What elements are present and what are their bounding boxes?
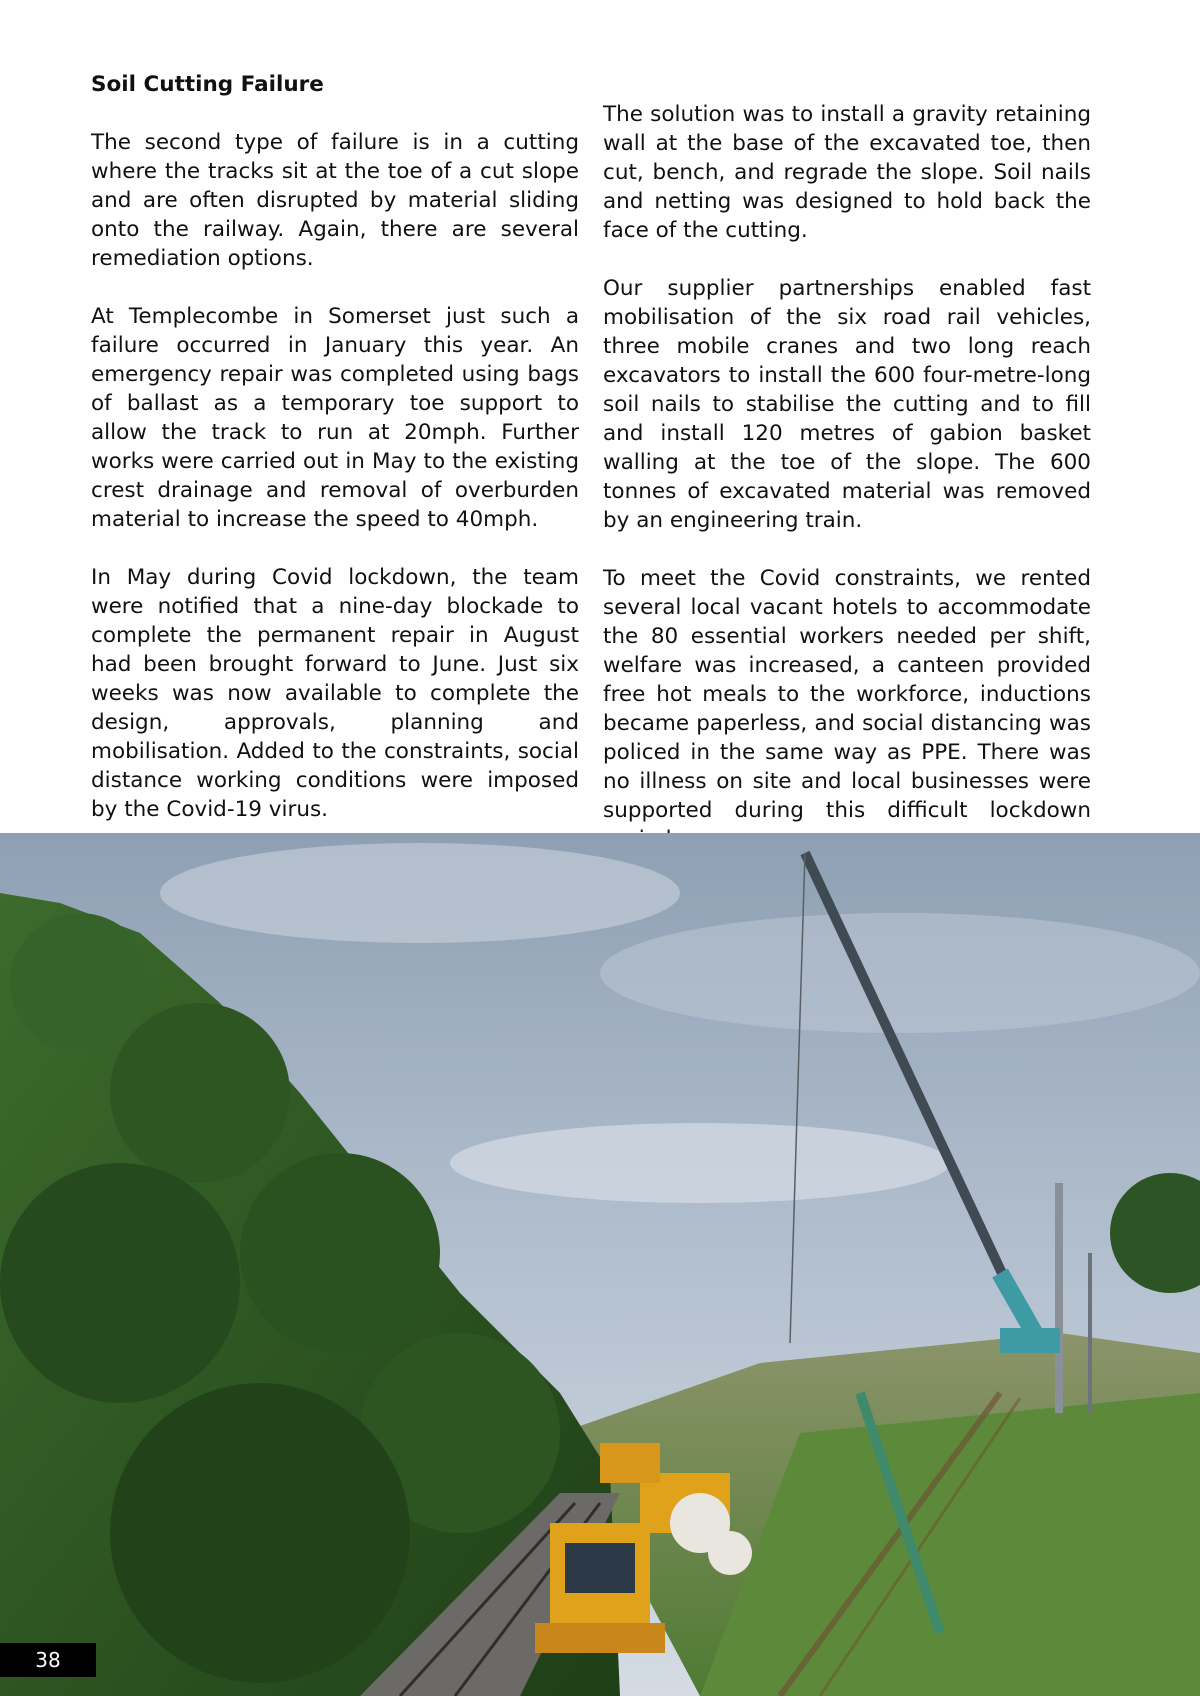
paragraph: In May during Covid lockdown, the team were notified that a nine-day blockade to complete the permanent repair in August had been brought forward to June. Just six weeks was now available to complete the design, approvals, planning and mobilisation. Added to the constraints, social distance working conditions were imposed by the Covid-19 virus. xyxy=(91,565,579,822)
section-heading: Soil Cutting Failure xyxy=(91,72,324,97)
paragraph: The second type of failure is in a cutting where the tracks sit at the toe of a cut slope and are often disrupted by material sliding onto the railway. Again, there are several remediation options. xyxy=(91,130,579,271)
paragraph: The solution was to install a gravity retaining wall at the base of the excavated toe, then cut, bench, and regrade the slope. Soil nails and netting was designed to hold back the face of the cutting. xyxy=(603,102,1091,243)
left-column xyxy=(91,70,579,853)
right-column xyxy=(603,100,1091,883)
paragraph: At Templecombe in Somerset just such a failure occurred in January this year. An emergency repair was completed using bags of ballast as a temporary toe support to allow the track to run at 20mph. Further works were carried out in May to the existing crest drainage and removal of overburden material to increase the speed to 40mph. xyxy=(91,304,579,532)
photo-illustration xyxy=(0,833,1200,1696)
railway-cutting-photo xyxy=(0,833,1200,1696)
page-number: 38 xyxy=(0,1643,96,1677)
paragraph: To meet the Covid constraints, we rented several local vacant hotels to accommodate the 80 essential workers needed per shift, welfare was increased, a canteen provided free hot meals to the workforce, inductions became paperless, and social distancing was policed in the same way as PPE. There was no illness on site and local businesses were supported during this difficult lockdown xyxy=(603,566,1091,823)
paragraph: Our supplier partnerships enabled fast mobilisation of the six road rail vehicles, three mobile cranes and two long reach excavators to install the 600 four-metre-long soil nails to stabilise the cutting and to fill and install 120 metres of gabion basket walling at the toe of the slope. The 600 tonnes of excavated material was removed by an engineering train. xyxy=(603,276,1091,533)
